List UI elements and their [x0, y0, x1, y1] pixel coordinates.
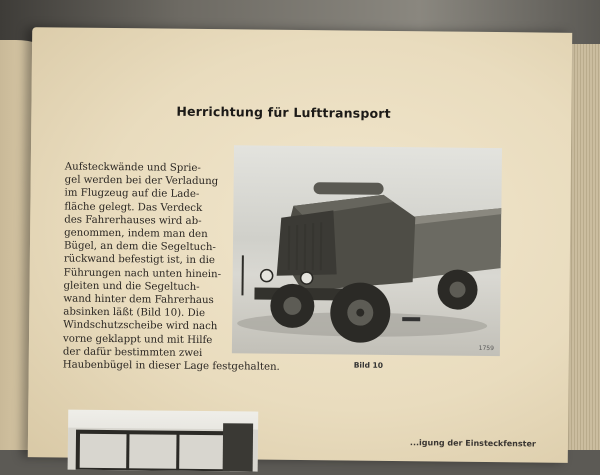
body-line: gleiten und die Segeltuch-: [63, 279, 251, 294]
bottom-photo: [68, 410, 259, 472]
body-line: Windschutzscheibe wird nach: [63, 319, 251, 334]
body-line: der dafür bestimmten zwei: [63, 345, 251, 360]
book-page: [28, 27, 572, 463]
body-line: im Flugzeug auf die Lade-: [64, 187, 252, 202]
body-line: gel werden bei der Verladung: [65, 174, 253, 189]
body-line: genommen, indem man den: [64, 227, 252, 242]
body-line: fläche gelegt. Das Verdeck: [64, 200, 252, 215]
window-frame-illustration: [68, 410, 259, 472]
body-line: Aufsteckwände und Sprie-: [65, 161, 253, 176]
truck-photo: [232, 145, 502, 356]
body-line: des Fahrerhauses wird ab-: [64, 213, 252, 228]
body-paragraph: [63, 161, 253, 374]
photo-code: 1759: [479, 345, 494, 352]
body-line: Haubenbügel in dieser Lage festgehalten.: [63, 359, 251, 374]
body-line: Bügel, an dem die Segeltuch-: [64, 240, 252, 255]
figure-caption: Bild 10: [354, 361, 383, 370]
body-line: Führungen nach unten hinein-: [64, 266, 252, 281]
body-line: rückwand befestigt ist, in die: [64, 253, 252, 268]
page-heading: Herrichtung für Lufttransport: [176, 104, 406, 121]
military-truck-illustration: [232, 145, 502, 356]
body-line: vorne geklappt und mit Hilfe: [63, 332, 251, 347]
body-line: wand hinter dem Fahrerhaus: [63, 293, 251, 308]
bottom-figure-caption: ...igung der Einsteckfenster: [410, 438, 536, 448]
body-line: absinken läßt (Bild 10). Die: [63, 306, 251, 321]
